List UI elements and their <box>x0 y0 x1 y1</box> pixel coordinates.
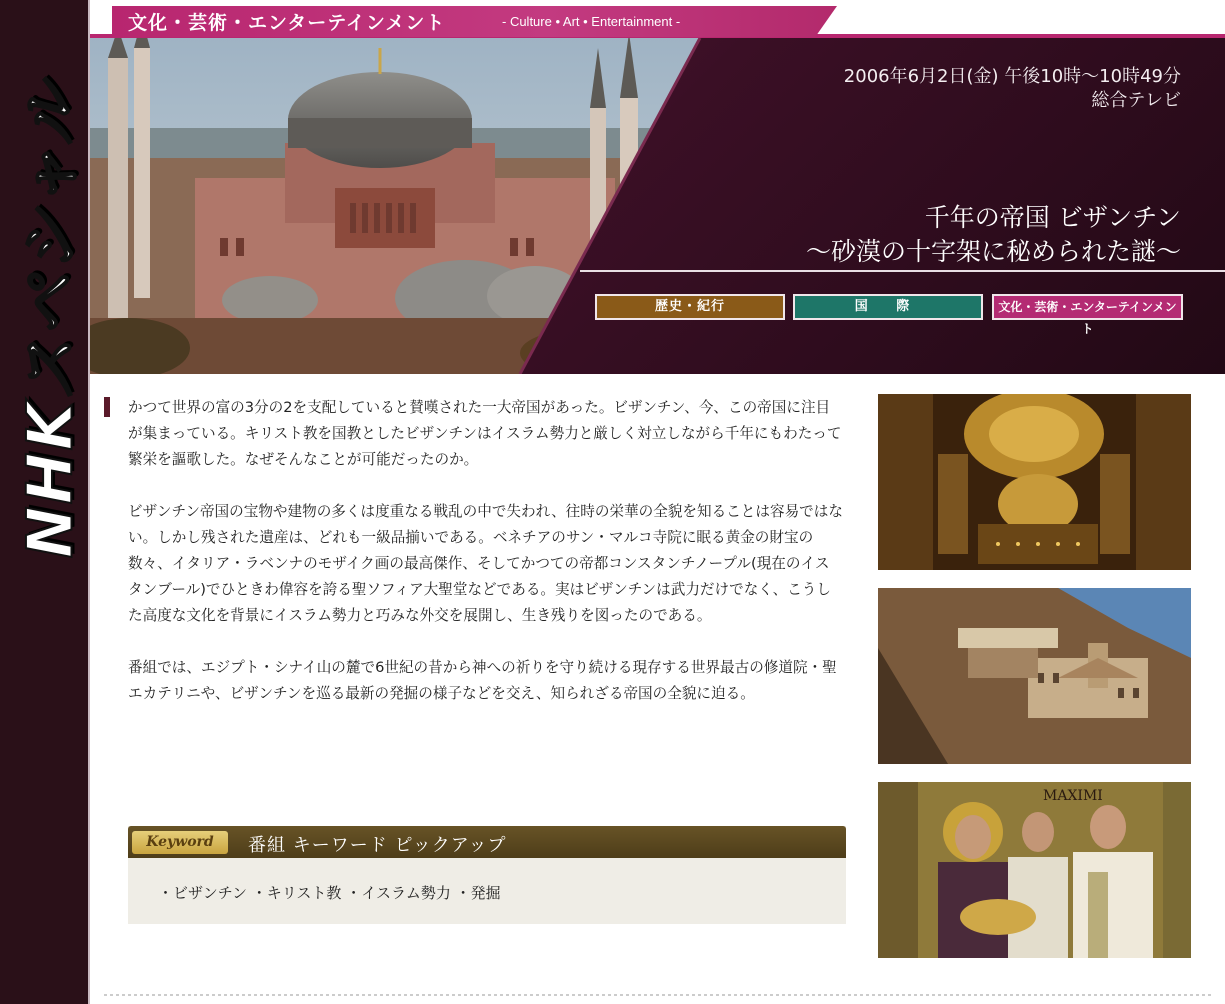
broadcast-channel: 総合テレビ <box>1091 90 1181 111</box>
keyword-list: ・ビザンチン ・キリスト教 ・イスラム勢力 ・発掘 <box>158 884 501 902</box>
program-description <box>104 395 844 733</box>
keyword-header <box>128 826 846 858</box>
keyword-title: 番組 キーワード ピックアップ <box>248 835 507 856</box>
genre-history-travel-button[interactable]: 歴史・紀行 <box>595 294 785 320</box>
description-paragraph: 番組では、エジプト・シナイ山の麓で6世紀の昔から神への祈りを守り続ける現存する世界最古の修道院・聖エカテリニや、ビザンチンを巡る最新の発掘の様子などを交え、知られざる帝国の全貌に迫る。 <box>128 659 837 702</box>
program-title: 千年の帝国 ビザンチン <box>924 203 1181 232</box>
broadcast-datetime: 2006年6月2日(金) 午後10時〜10時49分 <box>843 66 1181 87</box>
san-marco-interior-photo <box>878 394 1191 570</box>
program-hero <box>90 38 1225 374</box>
genre-international-button[interactable]: 国 際 <box>793 294 983 320</box>
description-paragraph: かつて世界の富の3分の2を支配していると賛嘆された一大帝国があった。ビザンチン、今、この帝国に注目が集まっている。キリスト教を国教としたビザンチンはイスラム勢力と厳しく対立しながら千年にもわたって繁栄を謳歌した。なぜそんなことが可能だったのか。 <box>128 399 842 468</box>
category-header <box>90 0 1225 38</box>
nhk-special-logo[interactable]: NHKスペシャル <box>13 81 87 559</box>
logo-column <box>0 0 90 1004</box>
title-divider <box>580 270 1225 272</box>
ravenna-mosaic-photo <box>878 782 1191 958</box>
description-paragraph: ビザンチン帝国の宝物や建物の多くは度重なる戦乱の中で失われ、往時の栄華の全貌を知ることは容易ではない。しかし残された遺産は、どれも一級品揃いである。ベネチアのサン・マルコ寺院に眠る黄金の財宝の数々、イタリア・ラベンナのモザイク画の最高傑作、そしてかつての帝都コンスタンチノープル(現在のイスタンブール)でひときわ偉容を誇る聖ソフィア大聖堂などである。実はビザンチンは武力だけでなく、こうした高度な文化を背景にイスラム勢力と巧みな外交を展開し、生き残りを図ったのである。 <box>128 503 843 624</box>
mosaic-inscription: MAXIMI <box>1043 788 1103 804</box>
st-catherine-monastery-photo <box>878 588 1191 764</box>
category-title-en: - Culture • Art • Entertainment - <box>502 14 681 29</box>
paragraph-marker <box>104 397 110 417</box>
keyword-pickup-box <box>128 826 846 924</box>
program-subtitle: 〜砂漠の十字架に秘められた謎〜 <box>805 237 1181 266</box>
category-title-jp: 文化・芸術・エンターテインメント <box>128 12 446 34</box>
genre-culture-art-entertainment-button[interactable]: 文化・芸術・エンターテインメント <box>992 294 1183 320</box>
keyword-badge: Keyword <box>132 831 228 854</box>
footer-divider <box>104 994 1214 996</box>
